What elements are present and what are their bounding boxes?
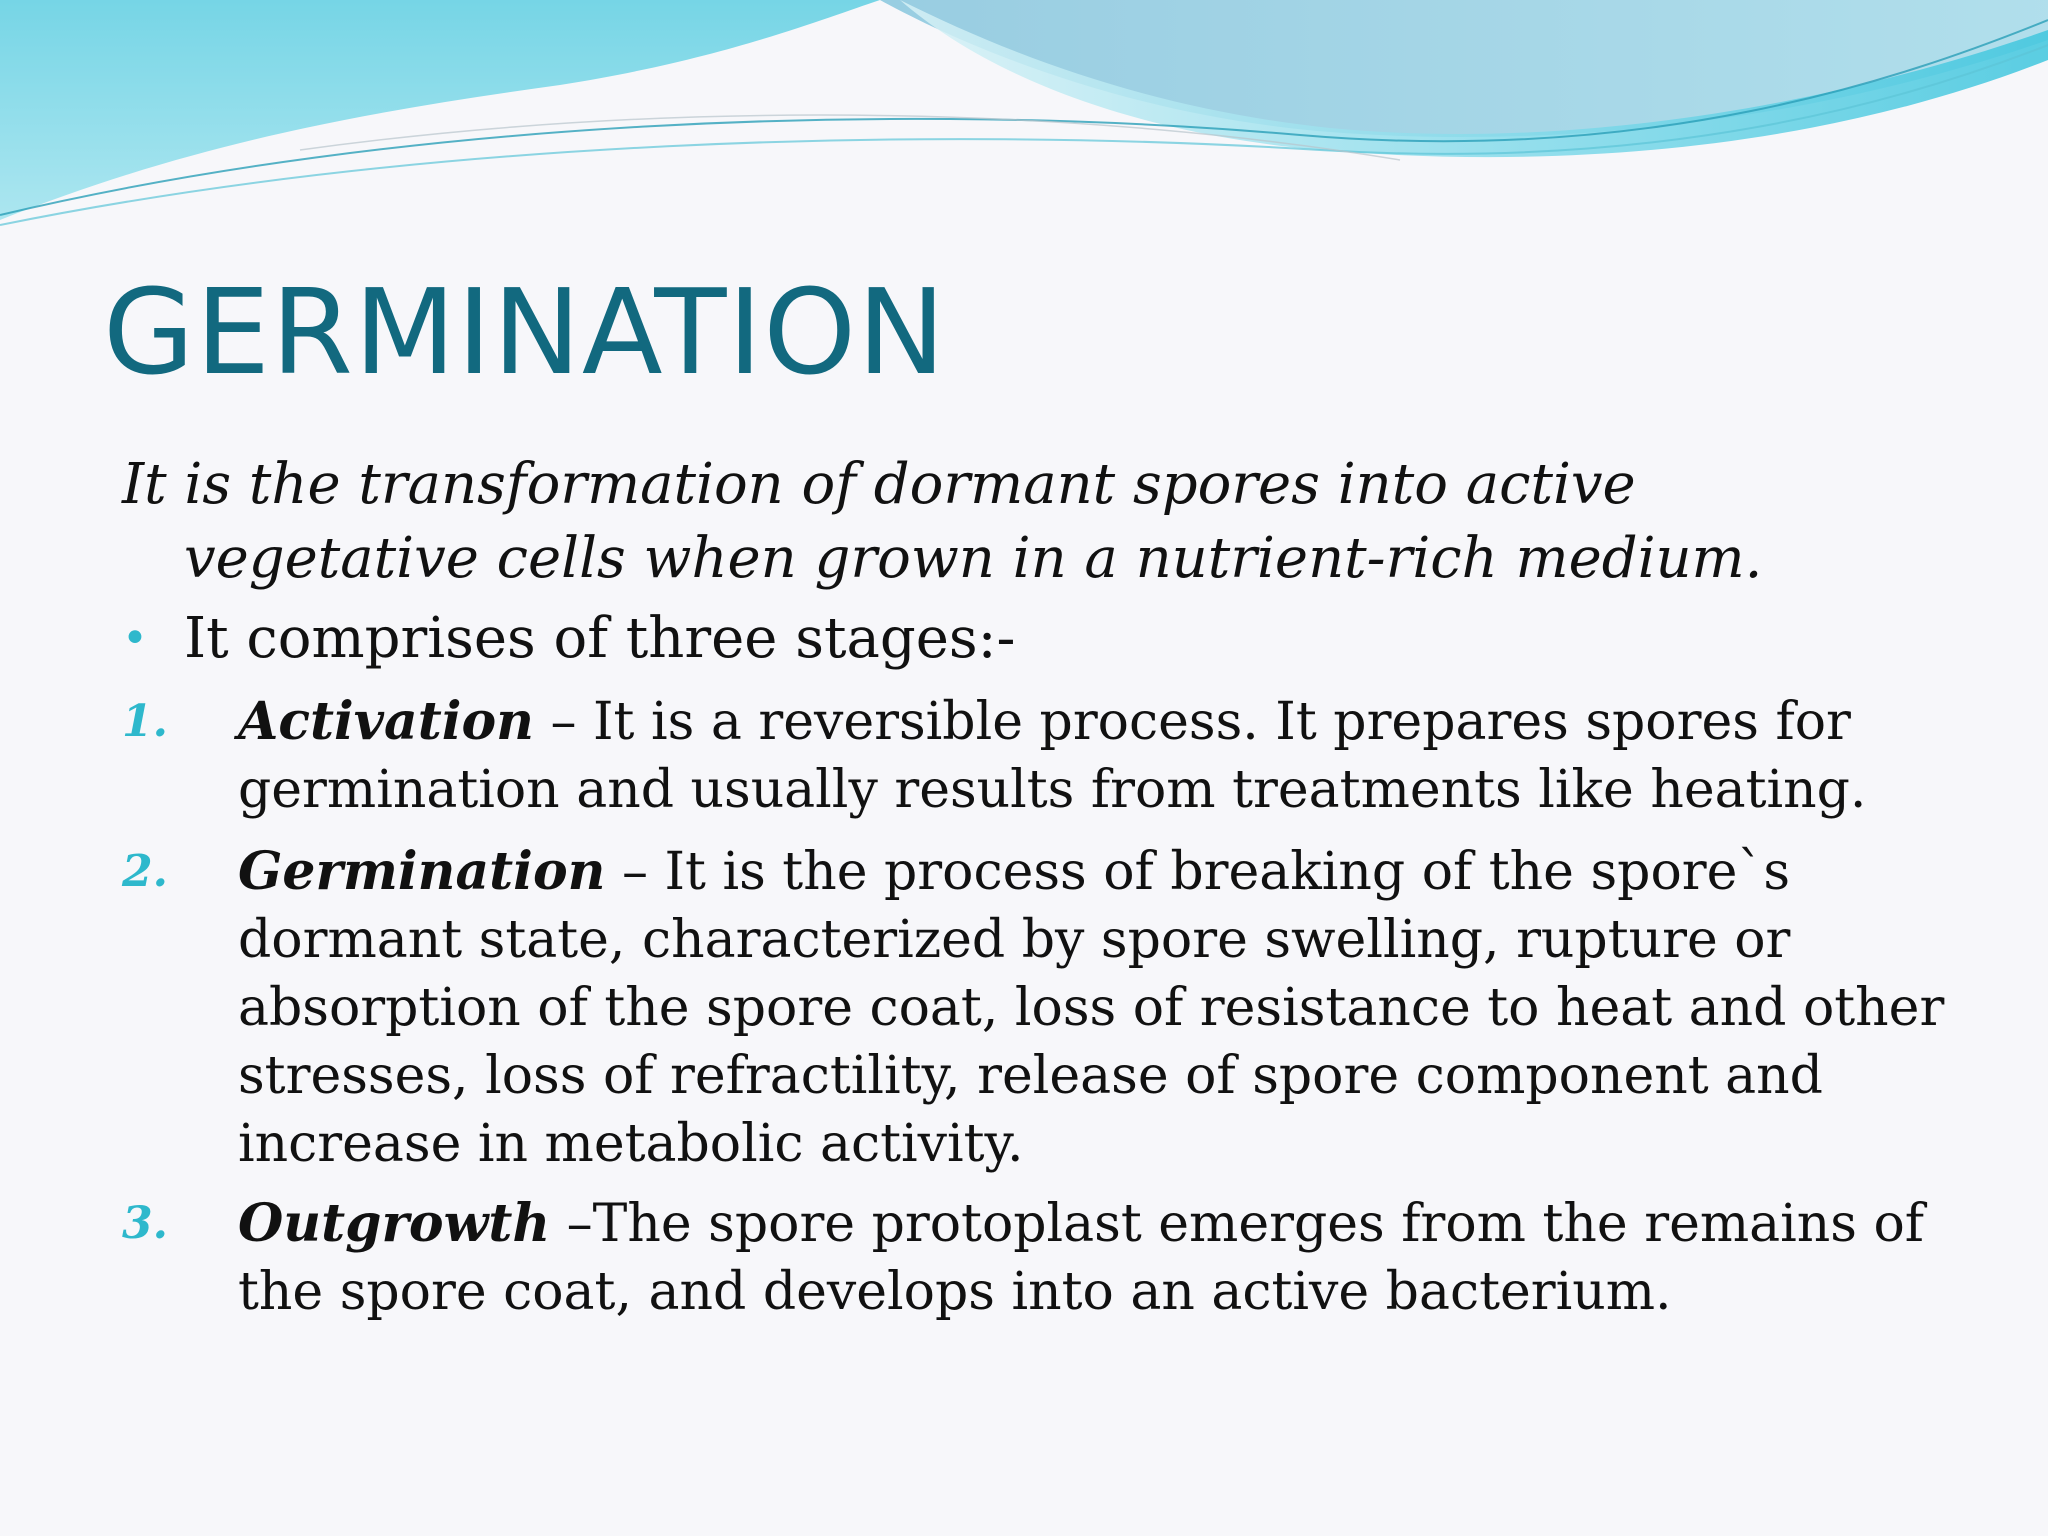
stage-description: – It is a reversible process. It prepares spores for germination and usually results from treatments like heating.	[238, 692, 1867, 820]
stage-description: –The spore protoplast emerges from the remains of the spore coat, and develops into an active bacterium.	[238, 1194, 1925, 1322]
stage-number: 3.	[122, 1198, 168, 1249]
stage-number: 2.	[122, 846, 168, 897]
slide-title: GERMINATION	[103, 263, 947, 401]
bullet-text: It comprises of three stages:-	[184, 606, 1016, 671]
intro-definition	[122, 448, 1942, 596]
stage-description: – It is the process of breaking of the spore`s dormant state, characterized by spore swelling, rupture or absorption of the spore coat, loss of resistance to heat and other stresses, loss of refractility, release of spore component and increase in metabolic activity.	[238, 842, 1945, 1174]
stage-content	[238, 1190, 1958, 1326]
bullet-dot-icon: •	[122, 613, 148, 664]
stage-content	[238, 838, 1958, 1178]
stage-term: Activation	[238, 691, 534, 752]
stage-number: 1.	[122, 696, 168, 747]
bullet-item	[122, 602, 1015, 676]
stage-term: Outgrowth	[238, 1193, 551, 1254]
stage-content	[238, 688, 1958, 824]
intro-line-1: It is the transformation of dormant spores into active	[122, 452, 1636, 517]
intro-line-2: vegetative cells when grown in a nutrient-rich medium.	[184, 526, 1763, 591]
stage-term: Germination	[238, 841, 606, 902]
